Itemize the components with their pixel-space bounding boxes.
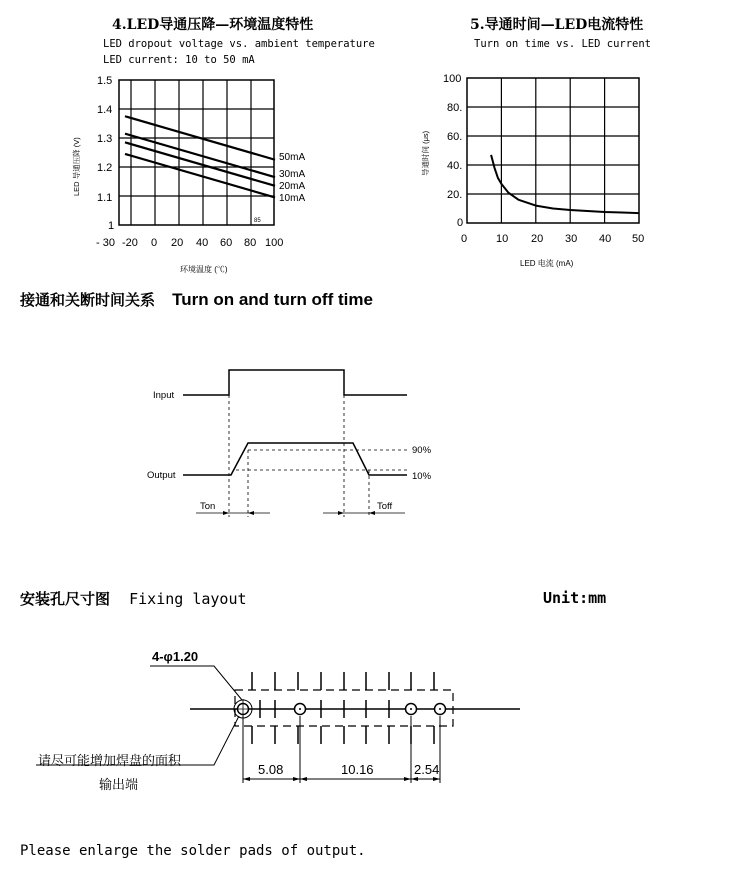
- chart4-ytick: 1: [108, 220, 115, 232]
- timing-title-cn: 接通和关断时间关系: [20, 291, 156, 309]
- chart5-subtitle: Turn on time vs. LED current: [474, 38, 652, 50]
- input-label: Input: [153, 390, 175, 401]
- chart4-xtick: - 30: [96, 237, 115, 249]
- chart4-title: 4.LED导通压降—环境温度特性: [112, 17, 314, 33]
- pct10-label: 10%: [412, 471, 432, 482]
- timing-title-en: Turn on and turn off time: [172, 290, 373, 309]
- fixing-title-cn: 安装孔尺寸图: [20, 590, 111, 608]
- chart4-xtick: 80: [244, 237, 257, 249]
- chart4-ytick: 1.3: [97, 133, 113, 145]
- chart4-subtitle-line1: LED dropout voltage vs. ambient temperature: [103, 38, 375, 50]
- chart5-ytick: 80.: [447, 102, 463, 114]
- dim-5-08: 5.08: [258, 762, 284, 777]
- chart5-ytick: 60.: [447, 131, 463, 143]
- chart5-ylabel: 导通时间 (μs): [421, 130, 430, 176]
- ton-label: Ton: [200, 501, 216, 512]
- toff-label: Toff: [377, 501, 393, 512]
- chart4-ytick: 1.2: [97, 162, 113, 174]
- chart5-ytick: 100: [443, 73, 462, 85]
- chart5-ytick: 20.: [447, 189, 463, 201]
- chart5-xtick: 30: [565, 233, 578, 245]
- chart4-corner-mark: 85: [254, 218, 261, 224]
- chart4-xtick: 20: [171, 237, 184, 249]
- chart5-xtick: 10: [496, 233, 509, 245]
- unit-label: Unit:mm: [543, 589, 607, 607]
- chart4-xtick: -20: [122, 237, 138, 249]
- dim-10-16: 10.16: [341, 762, 374, 777]
- chart5-title: 5.导通时间—LED电流特性: [470, 17, 644, 33]
- callout-leader: [150, 666, 242, 700]
- chart4-ytick: 1.5: [97, 75, 113, 87]
- chart4-xtick: 100: [265, 237, 284, 249]
- chart4-series-label: 30mA: [279, 169, 306, 180]
- chart4-ylabel: LED 导通压降 (V): [72, 137, 81, 196]
- chart4-series-label: 50mA: [279, 152, 306, 163]
- chart4-xtick: 0: [151, 237, 158, 249]
- dim-2-54: 2.54: [414, 762, 440, 777]
- chart5-xtick: 50: [632, 233, 645, 245]
- chart4-xtick: 60: [220, 237, 233, 249]
- footer-note: Please enlarge the solder pads of output.: [20, 843, 366, 859]
- chart4-xlabel: 环境温度 (℃): [180, 265, 228, 274]
- fixing-title-en: Fixing layout: [129, 590, 247, 608]
- hole-callout: 4-φ1.20: [152, 649, 199, 664]
- chart5-xtick: 0: [461, 233, 468, 245]
- output-label: Output: [147, 470, 176, 481]
- chart4-ytick: 1.4: [97, 104, 113, 116]
- chart4-series-label: 10mA: [279, 193, 306, 204]
- fixing-note-line1: 请尽可能增加焊盘的面积: [38, 754, 182, 769]
- chart4-series-label: 20mA: [279, 181, 306, 192]
- chart4-subtitle-line2: LED current: 10 to 50 mA: [103, 54, 255, 66]
- chart5-xlabel: LED 电流 (mA): [520, 259, 574, 268]
- chart4-ytick: 1.1: [97, 192, 113, 204]
- chart5-xtick: 40: [599, 233, 612, 245]
- chart5-ytick: 0: [457, 217, 464, 229]
- chart5-xtick: 20: [531, 233, 544, 245]
- fixing-note-line2: 输出端: [99, 778, 139, 793]
- chart5-ytick: 40.: [447, 160, 463, 172]
- pct90-label: 90%: [412, 445, 432, 456]
- chart4-xtick: 40: [196, 237, 209, 249]
